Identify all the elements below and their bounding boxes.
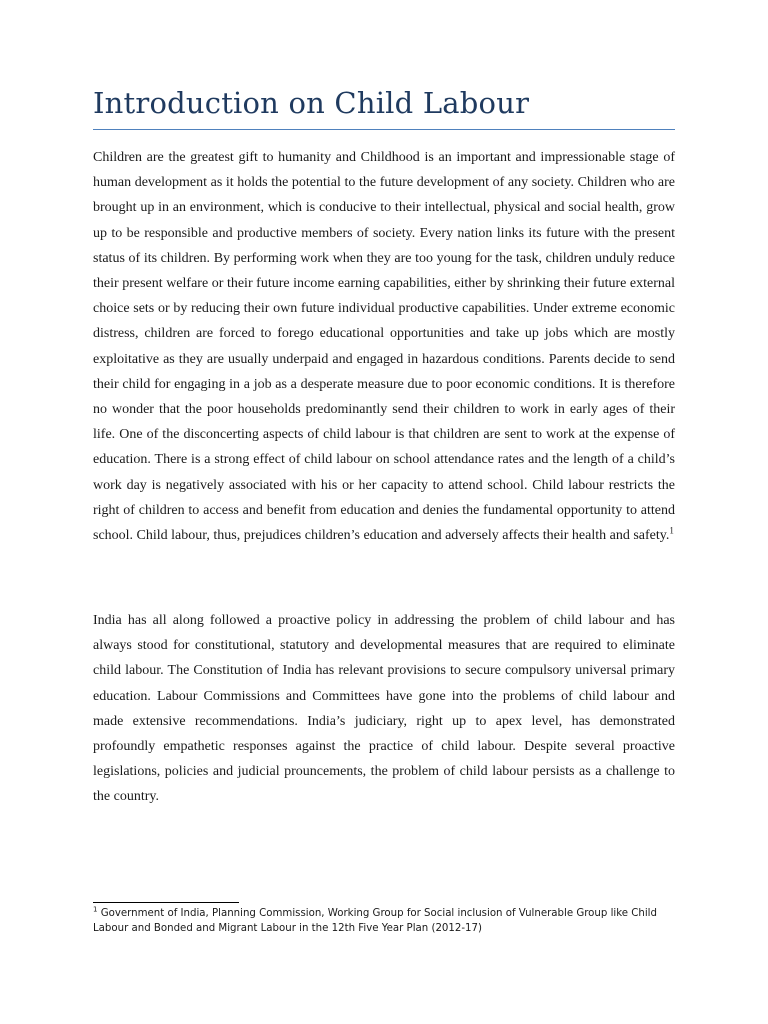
footnote <box>93 906 683 936</box>
paragraph-1 <box>93 145 675 548</box>
footnote-text: Government of India, Planning Commission, Working Group for Social inclusion of Vulnerable Group like Child Labour and Bonded and Migrant Labour in the 12th Five Year Plan (2012-17) <box>93 908 657 934</box>
title-underline <box>93 129 675 130</box>
paragraph-2: India has all along followed a proactive policy in addressing the problem of child labour and has always stood for constitutional, statutory and developmental measures that are required to eliminate child labour. The Constitution of India has relevant provisions to secure compulsory universal primary education. Labour Commissions and Committees have gone into the problems of child labour and made extensive recommendations. India’s judiciary, right up to apex level, has demonstrated profoundly empathetic responses against the practice of child labour. Despite several proactive legislations, policies and judicial prouncements, the problem of child labour persists as a challenge to the country. <box>93 613 675 805</box>
paragraph-1-text: Children are the greatest gift to humanity and Childhood is an important and impressionable stage of human development as it holds the potential to the future development of any society. Children who are brought up in an environment, which is conducive to their intellectual, physical and social health, grow up to be responsible and productive members of society. Every nation links its future with the present status of its children. By performing work when they are too young for the task, children unduly reduce their present welfare or their future income earning capabilities, either by shrinking their future external choice sets or by reducing their own future individual productive capabilities. Under extreme economic distress, children are forced to forego educational opportunities and take up jobs which are mostly exploitative as they are usually underpaid and engaged in hazardous conditions. Parents decide to send their child for engaging in a job as a desperate measure due to poor economic conditions. It is therefore no wonder that the poor households predominantly send their children to work in early ages of their life. One of the disconcerting aspects of child labour is that children are sent to work at the expense of education. There is a strong effect of child labour on school attendance rates and the length of a child’s work day is negatively associated with his or her capacity to attend school. Child labour restricts the right of children to access and benefit from education and denies the fundamental opportunity to attend school. Child labour, thus, prejudices children’s education and adversely affects their health and safety. <box>93 150 675 544</box>
footnote-marker: 1 <box>93 905 98 914</box>
footnote-reference[interactable]: 1 <box>669 525 674 536</box>
footnote-separator <box>93 902 239 903</box>
page-title: Introduction on Child Labour <box>93 86 530 120</box>
